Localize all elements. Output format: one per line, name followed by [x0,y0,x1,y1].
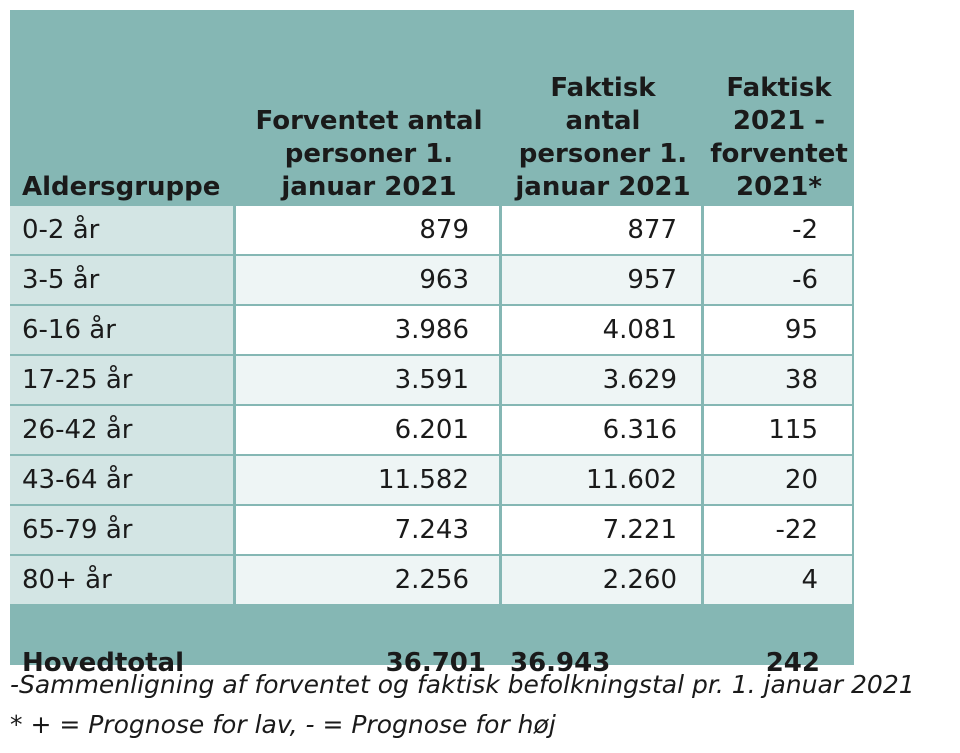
table-row [10,306,854,356]
difference-cell: -2 [704,206,854,256]
expected-cell: 3.986 [236,306,502,356]
table-row [10,256,854,306]
population-table [10,10,854,684]
age-group-cell: 0-2 år [10,206,236,256]
age-group-cell: 43-64 år [10,456,236,506]
age-group-cell: 26-42 år [10,406,236,456]
expected-cell: 963 [236,256,502,306]
comparison-caption: -Sammenligning af forventet og faktisk befolkningstal pr. 1. januar 2021 [10,670,915,699]
actual-cell: 4.081 [502,306,704,356]
age-group-cell: 80+ år [10,556,236,606]
difference-cell: -6 [704,256,854,306]
total-difference: 242 [765,648,820,678]
expected-cell: 7.243 [236,506,502,556]
expected-cell: 879 [236,206,502,256]
expected-cell: 3.591 [236,356,502,406]
age-group-cell: 65-79 år [10,506,236,556]
legend-caption: * + = Prognose for lav, - = Prognose for høj [10,710,556,739]
table-header-row [10,10,854,206]
total-actual: 36.943 [510,648,611,678]
difference-cell: 95 [704,306,854,356]
header-age-group: Aldersgruppe [22,172,221,202]
difference-cell: 4 [704,556,854,606]
difference-cell: 115 [704,406,854,456]
age-group-cell: 6-16 år [10,306,236,356]
total-expected: 36.701 [385,648,486,678]
actual-cell: 7.221 [502,506,704,556]
actual-cell: 11.602 [502,456,704,506]
difference-cell: 38 [704,356,854,406]
table-row [10,356,854,406]
table-row [10,206,854,256]
header-actual: Faktisk antal personer 1. januar 2021 [515,73,691,202]
header-difference: Faktisk 2021 - forventet 2021* [710,73,848,202]
actual-cell: 3.629 [502,356,704,406]
expected-cell: 6.201 [236,406,502,456]
actual-cell: 877 [502,206,704,256]
age-group-cell: 17-25 år [10,356,236,406]
table-row [10,456,854,506]
actual-cell: 957 [502,256,704,306]
age-group-cell: 3-5 år [10,256,236,306]
total-label: Hovedtotal [22,648,184,678]
population-table-container [10,10,854,678]
difference-cell: 20 [704,456,854,506]
header-expected: Forventet antal personer 1. januar 2021 [255,106,483,202]
expected-cell: 2.256 [236,556,502,606]
table-row [10,556,854,606]
expected-cell: 11.582 [236,456,502,506]
table-row [10,406,854,456]
actual-cell: 6.316 [502,406,704,456]
difference-cell: -22 [704,506,854,556]
actual-cell: 2.260 [502,556,704,606]
table-row [10,506,854,556]
